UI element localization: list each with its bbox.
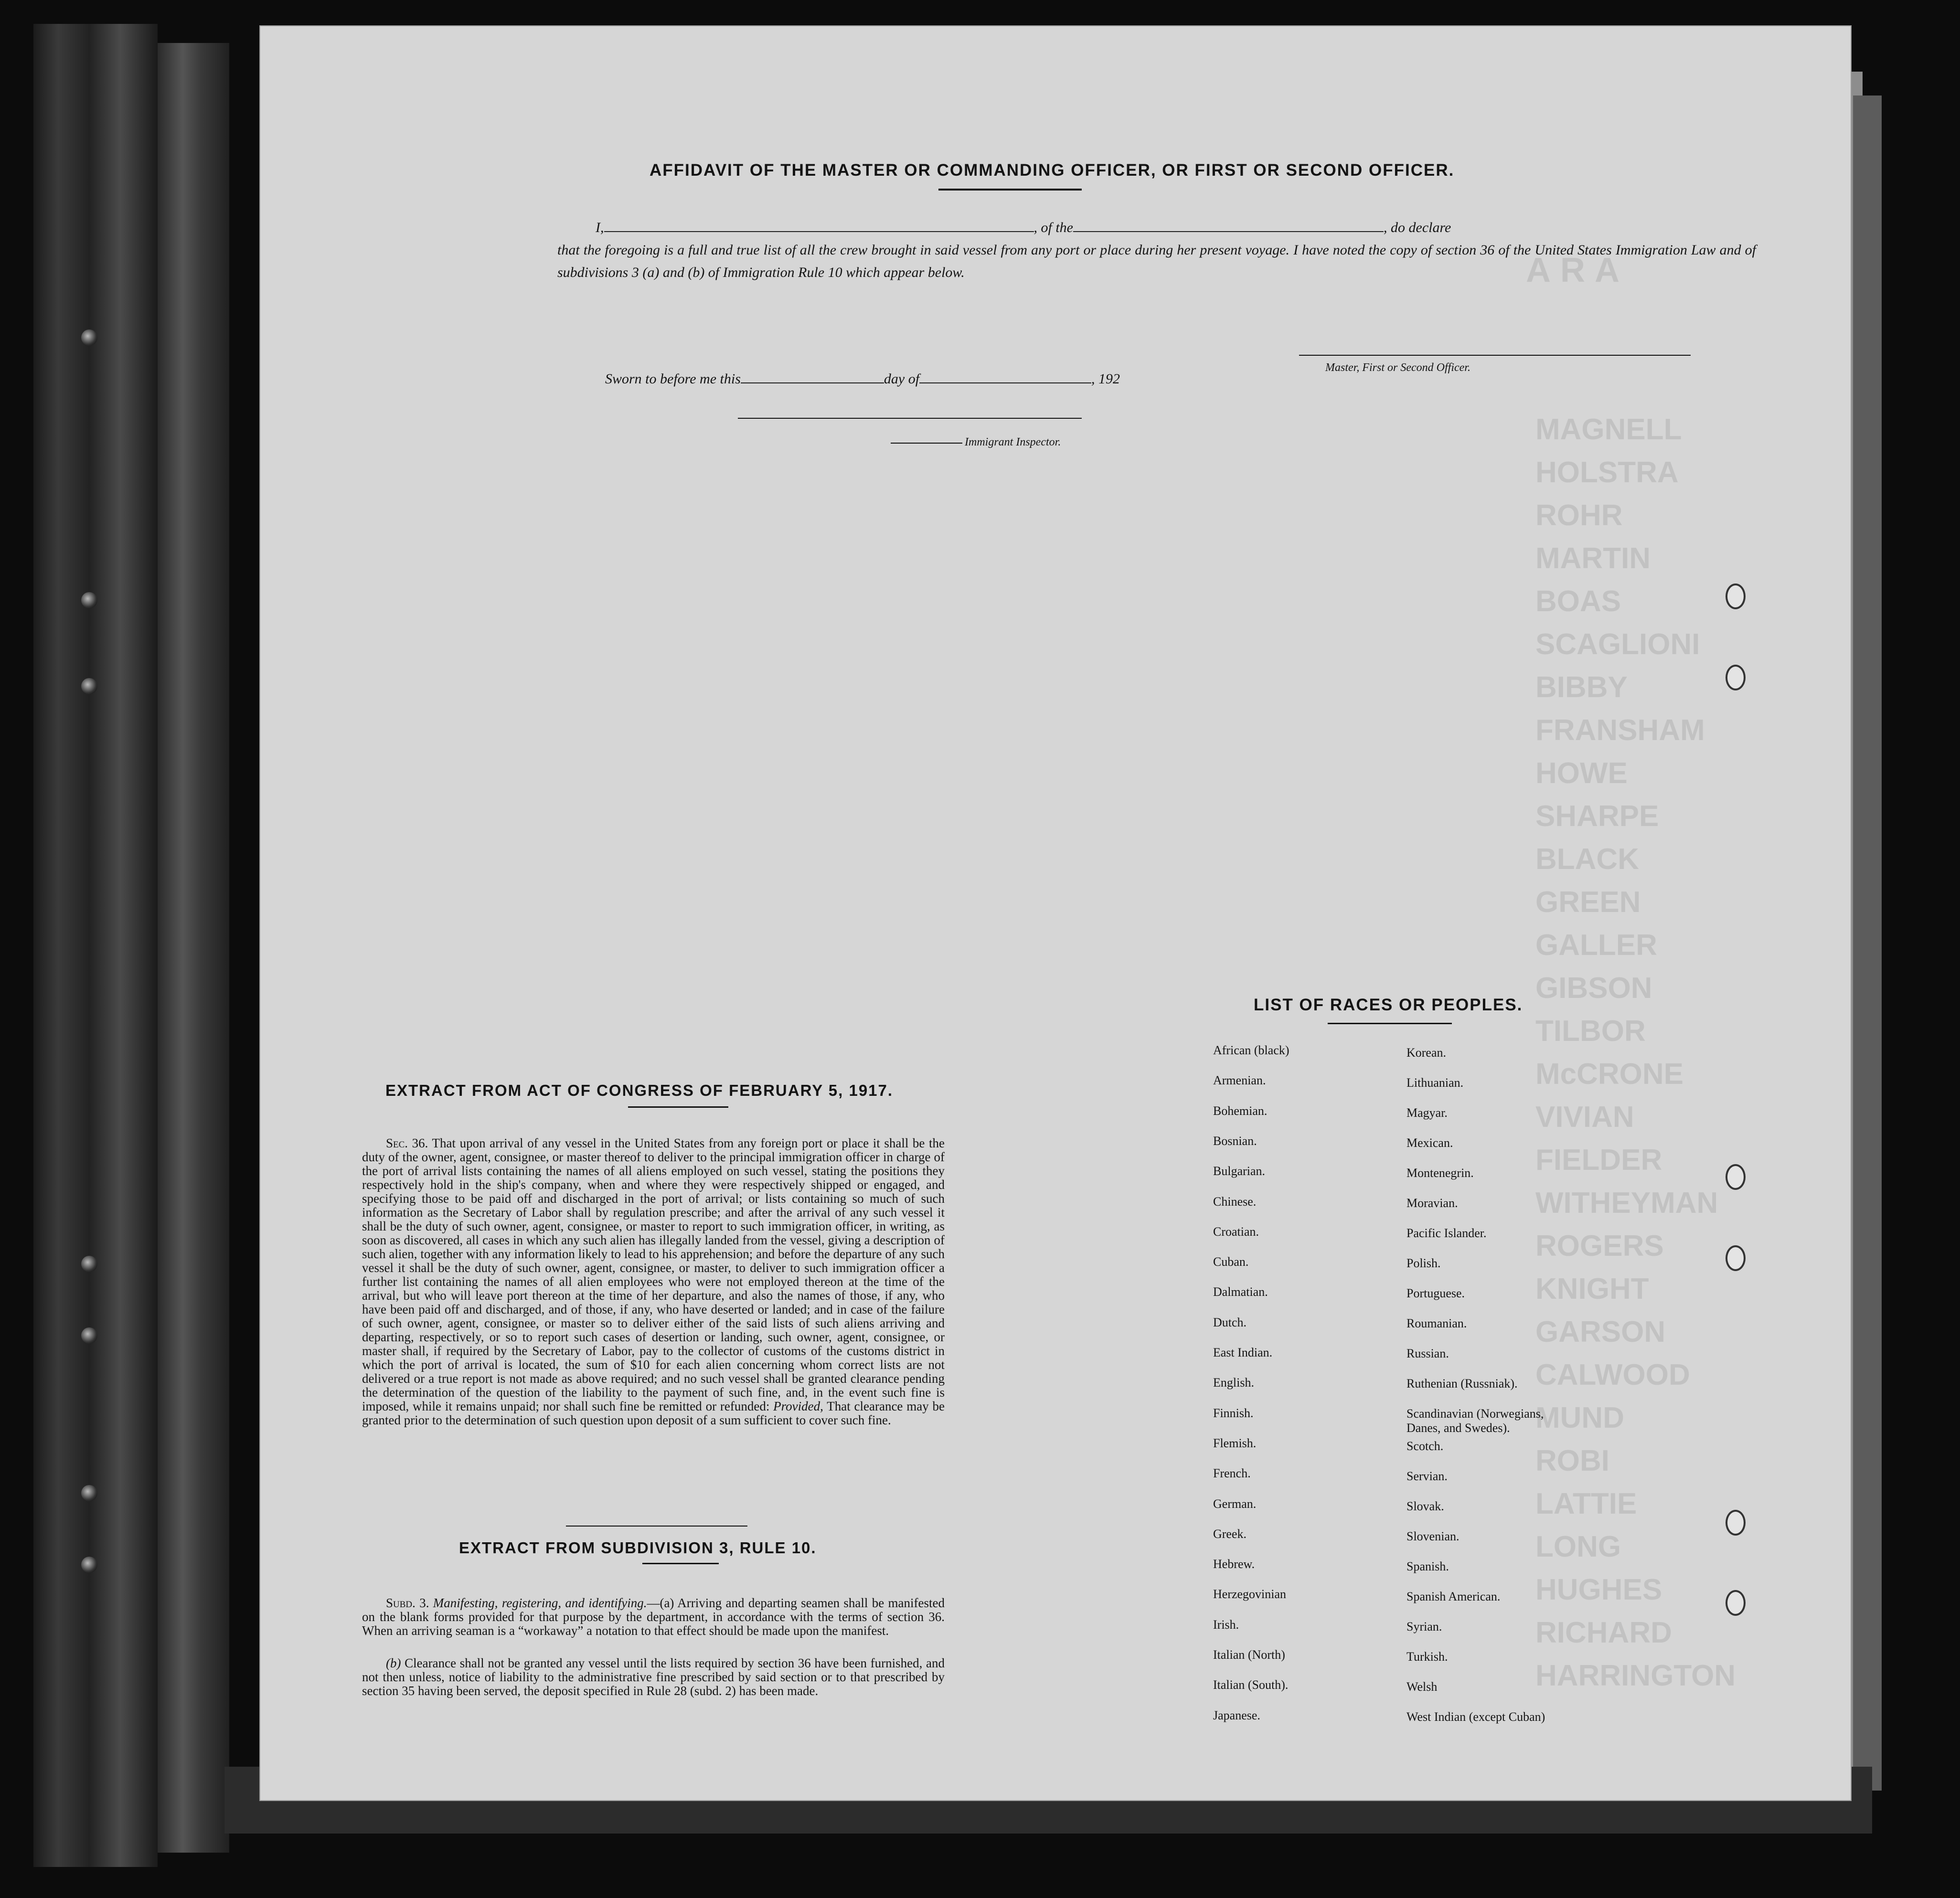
- race-item: Chinese.: [1213, 1194, 1257, 1209]
- race-item: Bosnian.: [1213, 1134, 1257, 1148]
- race-item: Russian.: [1406, 1347, 1449, 1360]
- race-item: Japanese.: [1213, 1708, 1260, 1722]
- sworn-month-field[interactable]: [919, 382, 1091, 383]
- race-item: Slovak.: [1406, 1499, 1444, 1513]
- race-item: Italian (North): [1213, 1648, 1285, 1662]
- race-item: Mexican.: [1406, 1136, 1453, 1150]
- binder-rivet: [81, 1557, 97, 1573]
- section-label: Sec. 36.: [386, 1136, 428, 1150]
- act-title-rule: [628, 1106, 728, 1108]
- race-item: Dalmatian.: [1213, 1285, 1268, 1299]
- rule-extract-title: EXTRACT FROM SUBDIVISION 3, RULE 10.: [459, 1539, 817, 1557]
- bleed-through: ARA: [1526, 251, 1629, 289]
- subdivision-3-a: [362, 1596, 945, 1638]
- race-item: West Indian (except Cuban): [1406, 1710, 1545, 1724]
- do-declare-label: , do declare: [1384, 220, 1451, 235]
- race-item: Hebrew.: [1213, 1557, 1255, 1571]
- binder-rivet: [81, 678, 97, 694]
- race-item: African (black): [1213, 1043, 1289, 1057]
- manifest-page: [260, 26, 1851, 1800]
- race-item: Flemish.: [1213, 1436, 1257, 1450]
- race-item: Italian (South).: [1213, 1678, 1289, 1692]
- sworn-line: [605, 371, 1120, 387]
- year-label: , 192: [1091, 371, 1120, 387]
- section-36-text: [362, 1136, 945, 1427]
- race-item: Portuguese.: [1406, 1286, 1465, 1300]
- punch-hole: [1726, 1510, 1746, 1536]
- race-item: Finnish.: [1213, 1406, 1254, 1420]
- race-item: Scotch.: [1406, 1439, 1444, 1453]
- day-of-label: day of: [884, 371, 920, 387]
- race-item: Servian.: [1406, 1469, 1448, 1483]
- race-item: Dutch.: [1213, 1315, 1247, 1329]
- race-item: Korean.: [1406, 1046, 1447, 1060]
- race-item: Pacific Islander.: [1406, 1226, 1487, 1240]
- binder-edge: [158, 43, 229, 1853]
- i-label: I,: [596, 220, 604, 235]
- race-item: Herzegovinian: [1213, 1587, 1287, 1601]
- race-item: Spanish American.: [1406, 1590, 1501, 1603]
- race-item: Polish.: [1406, 1256, 1441, 1270]
- race-item: Slovenian.: [1406, 1529, 1459, 1543]
- races-title-rule: [1328, 1023, 1452, 1024]
- race-item: Irish.: [1213, 1617, 1239, 1632]
- race-item: East Indian.: [1213, 1346, 1273, 1359]
- race-item: Syrian.: [1406, 1620, 1442, 1633]
- act-extract-title: EXTRACT FROM ACT OF CONGRESS OF FEBRUARY 5, 1917.: [385, 1082, 894, 1099]
- race-item: German.: [1213, 1496, 1257, 1511]
- declarant-line: [557, 216, 1756, 239]
- provided-body: That clearance may be granted prior to the determination of such question upon deposit of a sum sufficient to cover such fine.: [362, 1399, 945, 1427]
- race-item: Roumanian.: [1406, 1316, 1467, 1330]
- binder-rivet: [81, 1327, 97, 1344]
- race-item: Moravian.: [1406, 1196, 1458, 1210]
- affidavit-statement: that the foregoing is a full and true list of all the crew brought in said vessel from any port or place during her present voyage. I have noted the copy of section 36 of the United States Immigration Law and of subdivisions 3 (a) and (b) of Immigration Rule 10 which appear below.: [557, 242, 1756, 280]
- of-the-label: , of the: [1033, 220, 1073, 235]
- section-body: That upon arrival of any vessel in the United States from any foreign port or place it shall be the duty of the owner, agent, consignee, or master thereof to deliver to the principal immigration officer in charge of the port of arrival lists containing the names of all aliens employed on such vessel, stating the positions they respectively hold in the ship's company, when and where they were respectively shipped or engaged, and specifying those to be paid off and discharged in the port of arrival; or lists containing so much of such information as the Secretary of Labor shall by regulation prescribe; and after the arrival of any such vessel it shall be the duty of such owner, agent, consignee, or master to report to such immigration officer, in writing, as soon as discovered, all cases in which any such alien has illegally landed from the vessel, giving a description of such alien, together with any information likely to lead to his apprehension; and before the departure of any such vessel it shall be the duty of such owner, agent, consignee, or master, to deliver to such immigration officer a further list containing the names of all alien employees who were not employed thereon at the time of the arrival, but who will leave port thereon at the time of her departure, and also the names of those, if any, who have been paid off and discharged, and of those, if any, who have deserted or landed; and in case of the failure of such owner, agent, consignee, or master so to deliver either of the said lists of such aliens arriving and departing, respectively, or so to report such cases of desertion or landing, such owner, agent, consignee, or master shall, if required by the Secretary of Labor, pay to the collector of customs of the customs district in which the port of arrival is located, the sum of $10 for each alien concerning whom correct lists are not delivered or a true report is not made as above required; and no such vessel shall be granted clearance pending the determination of the question of the liability to the payment of such fine, and, in the event such fine is imposed, while it remains unpaid; nor shall such fine be remitted or refunded:: [362, 1136, 945, 1413]
- title-rule: [938, 189, 1082, 191]
- punch-hole: [1726, 1164, 1746, 1190]
- vessel-name-field[interactable]: [1073, 231, 1384, 232]
- under-sheet: [1853, 95, 1882, 1791]
- sworn-day-field[interactable]: [741, 382, 884, 383]
- race-item: Lithuanian.: [1406, 1076, 1464, 1090]
- binder-rivet: [81, 1485, 97, 1501]
- race-item: French.: [1213, 1466, 1251, 1481]
- subd-heading: Manifesting, registering, and identifying.: [433, 1596, 647, 1610]
- signature-line: [1299, 355, 1691, 356]
- race-item: Spanish.: [1406, 1559, 1449, 1573]
- binder-rivet: [81, 592, 97, 608]
- race-item: Ruthenian (Russniak).: [1406, 1377, 1518, 1390]
- race-item: Danes, and Swedes).: [1406, 1421, 1510, 1435]
- subd-para-b: Clearance shall not be granted any vessel until the lists required by section 36 have been furnished, and not then unless, notice of liability to the administrative fine prescribed by said section or to that prescribed by section 35 having been served, the deposit specified in Rule 28 (subd. 2) has been made.: [362, 1656, 945, 1698]
- affidavit-title: AFFIDAVIT OF THE MASTER OR COMMANDING OFFICER, OR FIRST OR SECOND OFFICER.: [650, 161, 1455, 180]
- race-item: Croatian.: [1213, 1224, 1259, 1239]
- binder-spine: [33, 24, 158, 1867]
- subd-para-a: —(a) Arriving and departing seamen shall be manifested on the blank forms provided for that purpose by the department, in accordance with the terms of section 36. When an arriving seaman is a “workaway” a notation to that effect should be made upon the manifest.: [362, 1596, 945, 1638]
- binder-rivet: [81, 1256, 97, 1272]
- affidavit-body: [557, 216, 1756, 284]
- race-item: Greek.: [1213, 1527, 1247, 1541]
- punch-hole: [1726, 583, 1746, 609]
- binder-rivet: [81, 329, 97, 346]
- punch-hole: [1726, 665, 1746, 690]
- inspector-caption: Immigrant Inspector.: [965, 436, 1061, 448]
- race-item: Montenegrin.: [1406, 1166, 1474, 1180]
- rule-title-rule: [642, 1563, 719, 1564]
- inspector-short-line: [891, 443, 962, 444]
- race-item: Scandinavian (Norwegians,: [1406, 1407, 1544, 1421]
- race-item: Bohemian.: [1213, 1103, 1268, 1118]
- punch-hole: [1726, 1245, 1746, 1271]
- subd-label: Subd. 3.: [386, 1596, 429, 1610]
- para-b-label: (b): [386, 1656, 401, 1670]
- punch-hole: [1726, 1590, 1746, 1616]
- signature-caption: Master, First or Second Officer.: [1325, 361, 1470, 374]
- race-item: English.: [1213, 1376, 1254, 1390]
- rule-divider: [566, 1526, 747, 1527]
- provided-label: Provided,: [773, 1399, 823, 1413]
- race-item: Magyar.: [1406, 1106, 1448, 1120]
- inspector-signature-line: [738, 418, 1082, 419]
- race-item: Welsh: [1406, 1680, 1438, 1694]
- sworn-label: Sworn to before me this: [605, 371, 741, 387]
- races-title: LIST OF RACES OR PEOPLES.: [1254, 996, 1523, 1014]
- subdivision-3-b: [362, 1656, 945, 1698]
- declarant-name-field[interactable]: [604, 231, 1034, 232]
- bleed-through: MAGNELL HOLSTRA ROHR MARTIN BOAS SCAGLIONI BIBBY FRANSHAM HOWE SHARPE BLACK GREEN GALLER GIBSON TILBOR McCRONE VIVIAN FIELDER WITHEYMAN ROGERS KNIGHT GARSON CALWOOD MUND ROBI LATTIE LONG HUGHES RICHARD HARRINGTON: [1535, 413, 1736, 1692]
- race-item: Cuban.: [1213, 1255, 1249, 1269]
- race-item: Turkish.: [1406, 1650, 1448, 1664]
- race-item: Bulgarian.: [1213, 1164, 1266, 1178]
- race-item: Armenian.: [1213, 1073, 1266, 1088]
